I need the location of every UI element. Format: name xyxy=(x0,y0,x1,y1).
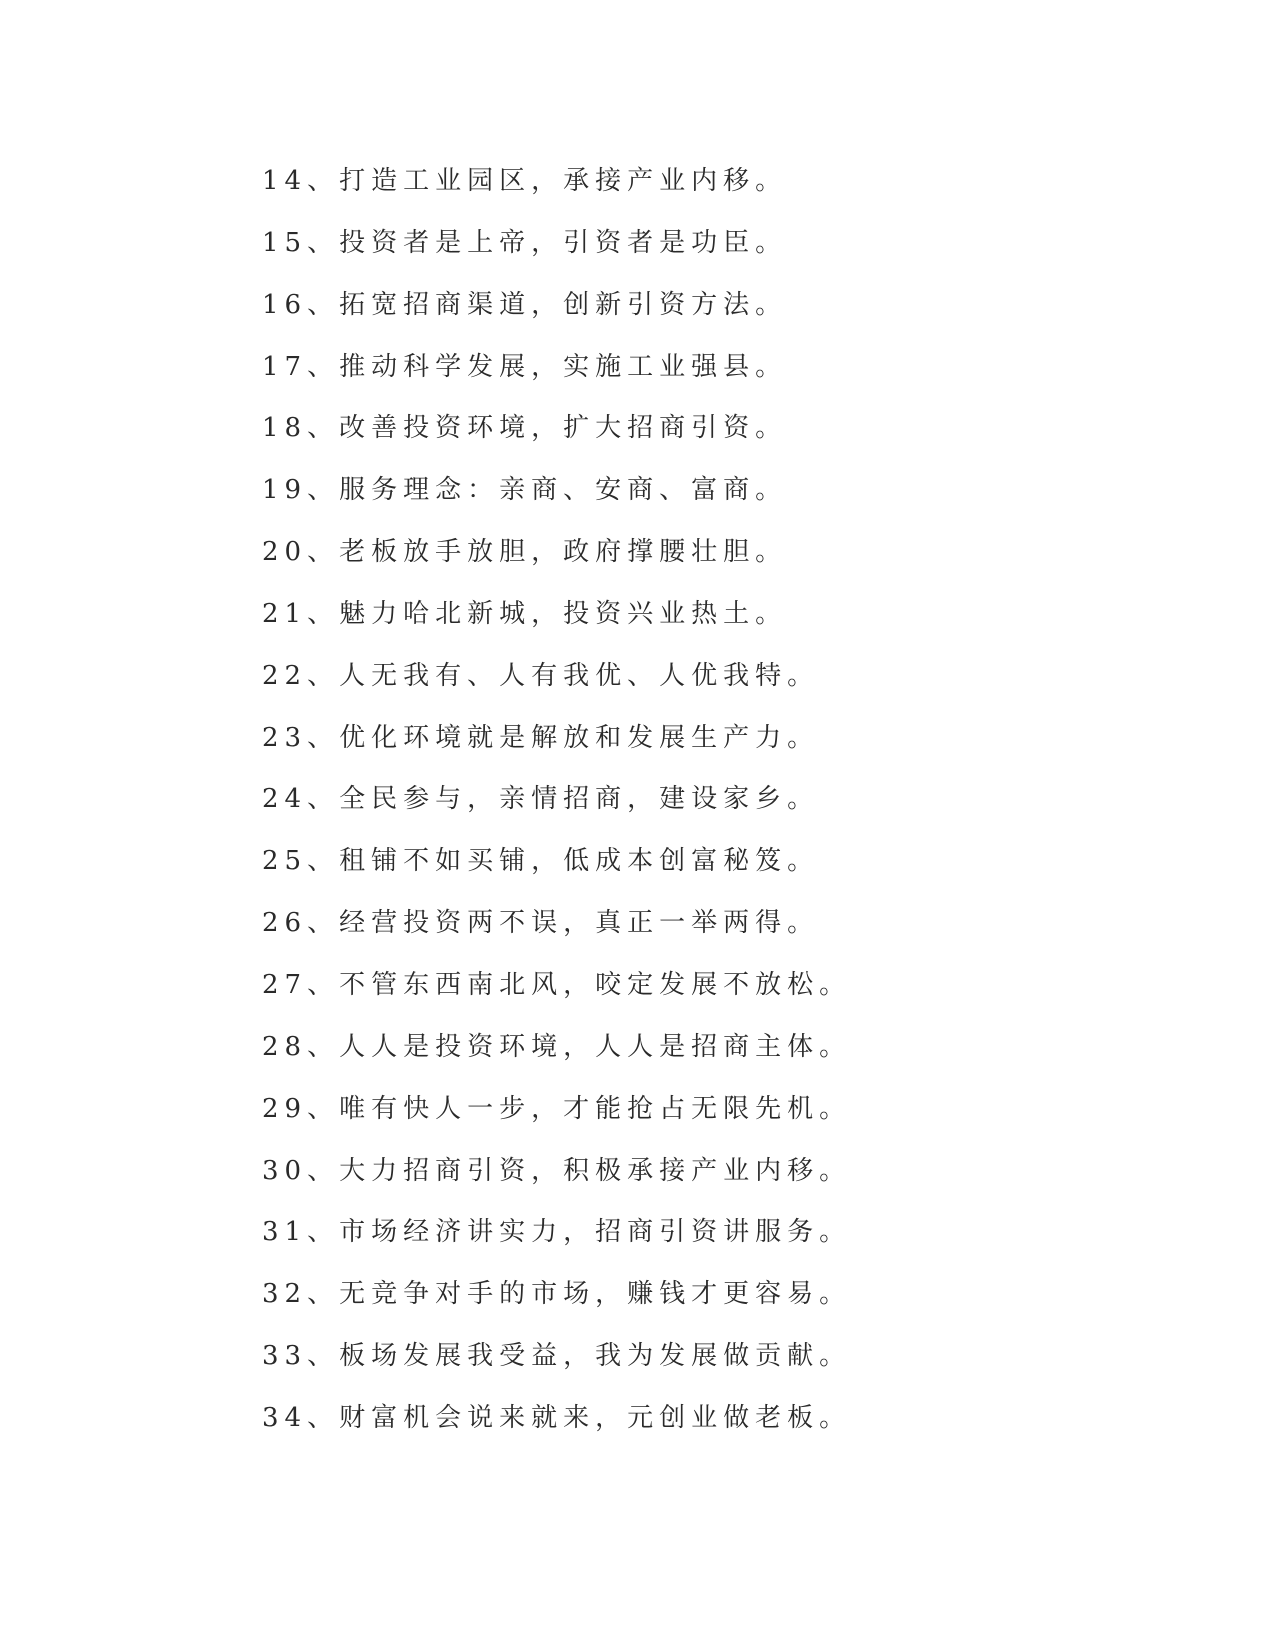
slogan-line: 27、不管东西南北风，咬定发展不放松。 xyxy=(262,969,852,1000)
slogan-line: 32、无竞争对手的市场，赚钱才更容易。 xyxy=(262,1279,852,1310)
slogan-line: 29、唯有快人一步，才能抢占无限先机。 xyxy=(262,1093,852,1124)
slogan-line: 21、魅力哈北新城，投资兴业热土。 xyxy=(262,598,788,629)
slogan-line: 14、打造工业园区，承接产业内移。 xyxy=(262,166,788,196)
slogan-line: 33、板场发展我受益，我为发展做贡献。 xyxy=(262,1341,852,1372)
slogan-line: 26、经营投资两不误，真正一举两得。 xyxy=(262,908,820,939)
slogan-list xyxy=(262,161,1022,1460)
slogan-line: 23、优化环境就是解放和发展生产力。 xyxy=(262,722,820,753)
slogan-line: 17、推动科学发展，实施工业强县。 xyxy=(262,351,788,382)
slogan-line: 20、老板放手放胆，政府撑腰壮胆。 xyxy=(262,537,788,568)
slogan-line: 30、大力招商引资，积极承接产业内移。 xyxy=(262,1155,852,1186)
slogan-line: 28、人人是投资环境，人人是招商主体。 xyxy=(262,1031,852,1062)
slogan-line: 18、改善投资环境，扩大招商引资。 xyxy=(262,413,788,444)
slogan-line: 31、市场经济讲实力，招商引资讲服务。 xyxy=(262,1217,852,1248)
slogan-line: 19、服务理念：亲商、安商、富商。 xyxy=(262,475,788,506)
slogan-line: 16、拓宽招商渠道，创新引资方法。 xyxy=(262,289,788,320)
slogan-line: 25、租铺不如买铺，低成本创富秘笈。 xyxy=(262,846,820,877)
slogan-line: 24、全民参与，亲情招商，建设家乡。 xyxy=(262,784,820,815)
slogan-line: 34、财富机会说来就来，元创业做老板。 xyxy=(262,1402,852,1433)
slogan-line: 22、人无我有、人有我优、人优我特。 xyxy=(262,660,820,691)
slogan-line: 15、投资者是上帝，引资者是功臣。 xyxy=(262,227,788,258)
